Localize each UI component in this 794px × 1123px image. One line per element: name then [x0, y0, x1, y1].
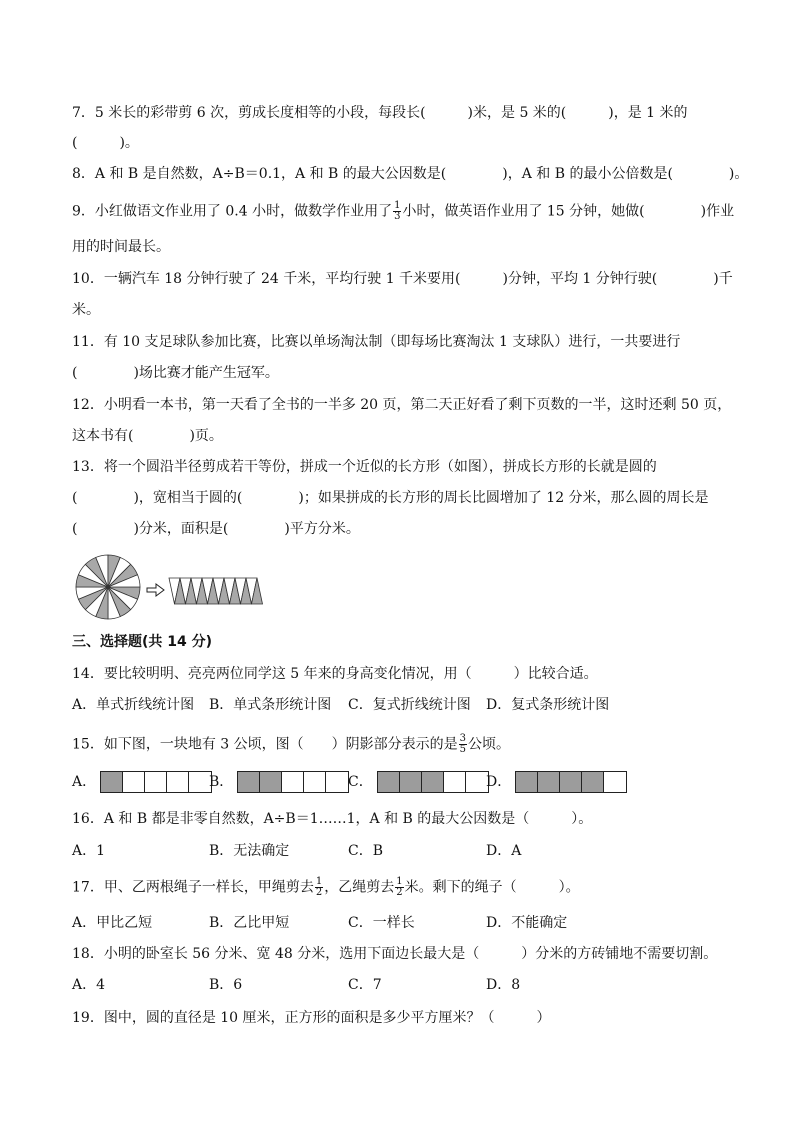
q18-option-a[interactable]: A．4	[72, 977, 106, 993]
blank-cell	[326, 772, 348, 792]
cut-circle	[76, 555, 140, 619]
blank-cell	[604, 772, 626, 792]
q13-line1: 13．将一个圆沿半径剪成若干等份，拼成一个近似的长方形（如图），拼成长方形的长就是圆的	[72, 459, 657, 475]
q10-line1: 10．一辆汽车 18 分钟行驶了 24 千米，平均行驶 1 千米要用( )分钟，平均 1 分钟行驶( )千	[72, 271, 733, 287]
shaded-cell	[516, 772, 538, 792]
shaded-bar	[237, 771, 349, 793]
shaded-cell	[238, 772, 260, 792]
q9-line2: 用的时间最长。	[72, 239, 170, 255]
shaded-cell	[538, 772, 560, 792]
blank-cell	[304, 772, 326, 792]
q9-line1	[72, 201, 734, 222]
q15-fraction: $\frac{3}{5}$	[459, 733, 466, 755]
q9-text-a: 9．小红做语文作业用了 0.4 小时，做数学作业用了	[72, 203, 393, 220]
blank-cell	[167, 772, 189, 792]
shaded-cell	[101, 772, 123, 792]
section-3-heading: 三、选择题(共 14 分)	[72, 634, 213, 650]
arrow-icon	[147, 584, 164, 596]
shaded-cell	[378, 772, 400, 792]
q18-option-c[interactable]: C．7	[348, 977, 382, 993]
blank-cell	[189, 772, 211, 792]
q13-line3: ( )分米，面积是( )平方分米。	[72, 521, 360, 537]
q18-option-d[interactable]: D．8	[486, 977, 521, 993]
q9-fraction: $\frac{1}{3}$	[394, 200, 401, 222]
q17-option-d[interactable]: D．不能确定	[486, 915, 568, 931]
blank-cell	[282, 772, 304, 792]
shaded-cell	[422, 772, 444, 792]
circle-to-rectangle-figure	[74, 554, 274, 620]
blank-cell	[444, 772, 466, 792]
q7-line2: ( )。	[72, 135, 139, 151]
q15-option-a[interactable]: A．	[72, 771, 212, 793]
q16-option-d[interactable]: D．A	[486, 843, 522, 859]
q8: 8．A 和 B 是自然数，A÷B＝0.1，A 和 B 的最大公因数是( )，A 和 B 的最小公倍数是( )。	[72, 166, 749, 182]
approx-rectangle	[169, 578, 263, 604]
q13-line2: ( )，宽相当于圆的( )；如果拼成的长方形的周长比圆增加了 12 分米，那么圆的周长是	[72, 490, 709, 506]
shaded-bar	[377, 771, 489, 793]
q14-option-a[interactable]: A．单式折线统计图	[72, 697, 195, 713]
q15-option-c[interactable]: C．	[348, 771, 489, 793]
q16-option-b[interactable]: B．无法确定	[209, 843, 290, 859]
q17-fraction-2: $\frac{1}{2}$	[396, 876, 403, 898]
q14-option-c[interactable]: C．复式折线统计图	[348, 697, 471, 713]
q7-line1: 7．5 米长的彩带剪 6 次，剪成长度相等的小段，每段长( )米，是 5 米的( )，是 1 米的	[72, 105, 688, 121]
q19: 19．图中，圆的直径是 10 厘米，正方形的面积是多少平方厘米？（ ）	[72, 1010, 551, 1026]
shaded-cell	[582, 772, 604, 792]
q15	[72, 734, 510, 755]
shaded-bar	[100, 771, 212, 793]
q9-text-b: 小时，做英语作业用了 15 分钟，她做( )作业	[402, 203, 735, 220]
q15-option-d[interactable]: D．	[486, 771, 627, 793]
q11-line1: 11．有 10 支足球队参加比赛，比赛以单场淘汰制（即每场比赛淘汰 1 支球队）进行，一共要进行	[72, 334, 681, 350]
q15-text-b: 公顷。	[468, 736, 510, 753]
q15-option-b[interactable]: B．	[209, 771, 349, 793]
blank-cell	[466, 772, 488, 792]
q12-line2: 这本书有( )页。	[72, 428, 223, 444]
blank-cell	[123, 772, 145, 792]
blank-cell	[145, 772, 167, 792]
q12-line1: 12．小明看一本书，第一天看了全书的一半多 20 页，第二天正好看了剩下页数的一半，这时还剩 50 页，	[72, 397, 732, 413]
q17: 17．甲、乙两根绳子一样长，甲绳剪去 $\frac{1}{2}$ ，乙绳剪去 $\frac{1}{2}$ 米。剩下的绳子（ ）。	[72, 876, 580, 898]
q17-option-b[interactable]: B．乙比甲短	[209, 915, 290, 931]
q17-option-a[interactable]: A．甲比乙短	[72, 915, 153, 931]
q16-option-a[interactable]: A．1	[72, 843, 106, 859]
shaded-bar	[515, 771, 627, 793]
shaded-cell	[260, 772, 282, 792]
q10-line2: 米。	[72, 302, 100, 318]
q16-option-c[interactable]: C．B	[348, 843, 383, 859]
q17-fraction-1: $\frac{1}{2}$	[315, 876, 323, 898]
shaded-cell	[400, 772, 422, 792]
q16: 16．A 和 B 都是非零自然数，A÷B＝1……1，A 和 B 的最大公因数是（ ）。	[72, 811, 593, 827]
q15-text-a: 15．如下图，一块地有 3 公顷，图（ ）阴影部分表示的是	[72, 736, 458, 753]
q18: 18．小明的卧室长 56 分米、宽 48 分米，选用下面边长最大是（ ）分米的方砖铺地不需要切割。	[72, 946, 718, 962]
q14-option-d[interactable]: D．复式条形统计图	[486, 697, 610, 713]
q11-line2: ( )场比赛才能产生冠军。	[72, 365, 279, 381]
q18-option-b[interactable]: B．6	[209, 977, 243, 993]
shaded-cell	[560, 772, 582, 792]
q17-option-c[interactable]: C．一样长	[348, 915, 415, 931]
q14-option-b[interactable]: B．单式条形统计图	[209, 697, 332, 713]
q14: 14．要比较明明、亮亮两位同学这 5 年来的身高变化情况，用（ ）比较合适。	[72, 666, 598, 682]
